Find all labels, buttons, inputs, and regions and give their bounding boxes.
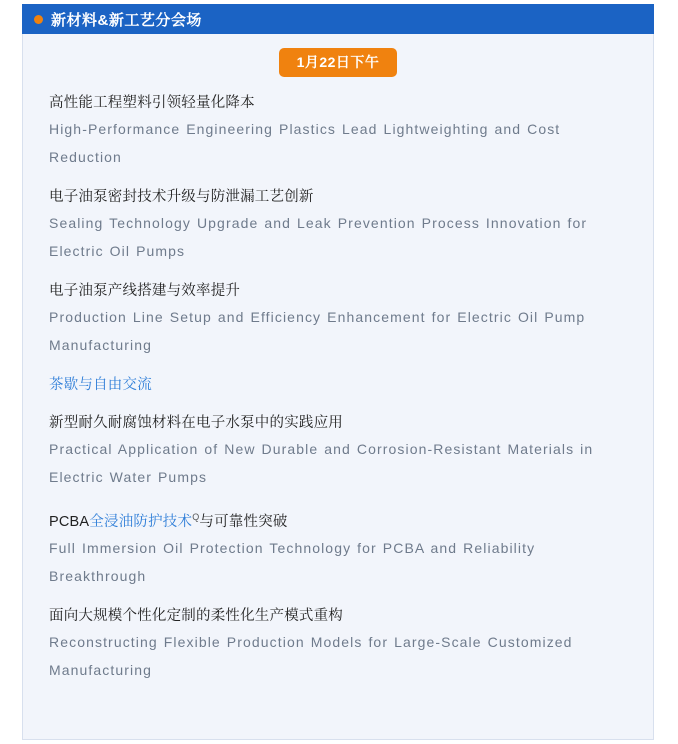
date-badge-container	[23, 48, 653, 77]
session-header-bar	[22, 4, 654, 34]
panel-left-rail	[23, 34, 27, 739]
session-title-prefix: PCBA	[49, 513, 90, 530]
list-item	[49, 91, 629, 171]
session-title-cn: 电子油泵产线搭建与效率提升	[49, 283, 241, 299]
list-item	[49, 185, 629, 265]
session-title-cn: 面向大规模个性化定制的柔性化生产模式重构	[49, 607, 343, 624]
session-title-cn: 高性能工程塑料引领轻量化降本	[49, 95, 255, 111]
superscript-mark: Q	[192, 512, 200, 522]
session-title-en: Production Line Setup and Efficiency Enhancement for Electric Oil Pump Manufacturing	[49, 309, 586, 353]
status-badge: 1月22日下午	[279, 48, 398, 77]
session-title-en: Full Immersion Oil Protection Technology for PCBA and Reliability Breakthrough	[49, 539, 536, 584]
agenda-panel	[22, 34, 654, 740]
list-item	[49, 411, 629, 491]
session-title-cn: 电子油泵密封技术升级与防泄漏工艺创新	[49, 189, 314, 205]
session-title-en: Practical Application of New Durable and Corrosion-Resistant Materials in Electric Water Pumps	[49, 441, 594, 485]
session-title-suffix: 与可靠性突破	[199, 513, 288, 530]
session-list	[23, 77, 653, 684]
list-item	[49, 279, 629, 359]
page-title: 新材料&新工艺分会场	[51, 11, 202, 29]
list-item	[49, 505, 629, 590]
orange-dot-icon	[34, 15, 43, 24]
session-title-cn: 新型耐久耐腐蚀材料在电子水泵中的实践应用	[49, 415, 343, 431]
list-item	[49, 604, 629, 684]
break-title-cn: 茶歇与自由交流	[49, 377, 152, 393]
session-title-cn-rich	[49, 505, 629, 534]
session-title-en: High-Performance Engineering Plastics Lead Lightweighting and Cost Reduction	[49, 121, 561, 165]
session-title-en: Reconstructing Flexible Production Models for Large-Scale Customized Manufacturing	[49, 633, 573, 678]
session-title-link[interactable]: 全浸油防护技术	[89, 513, 193, 530]
list-item-break	[49, 373, 629, 397]
session-title-en: Sealing Technology Upgrade and Leak Prevention Process Innovation for Electric Oil Pumps	[49, 215, 588, 259]
